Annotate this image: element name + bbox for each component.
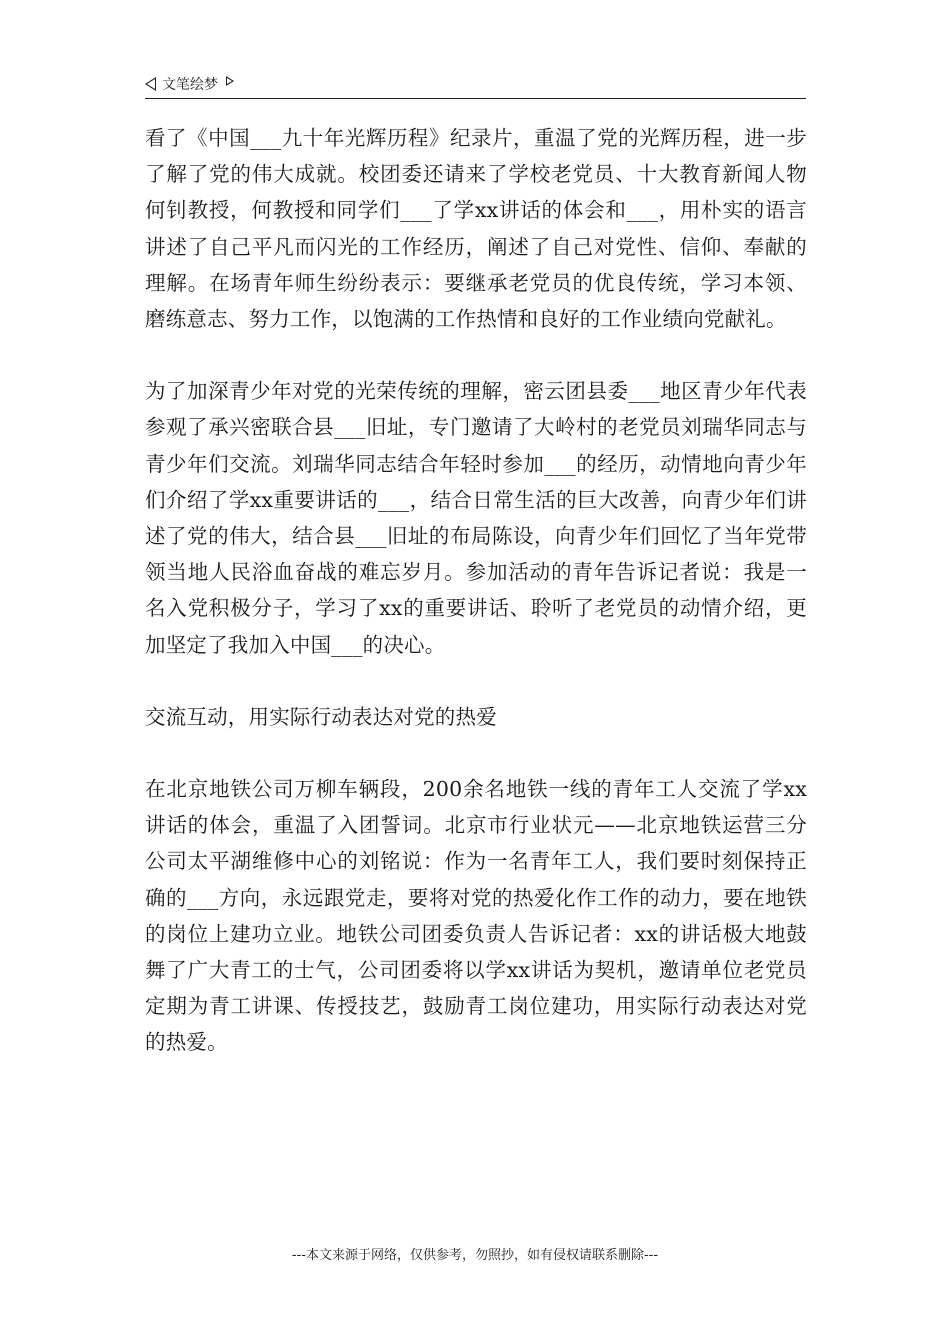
footer-notice: ---本文来源于网络，仅供参考，勿照抄，如有侵权请联系删除--- xyxy=(291,1248,659,1263)
paragraph-3: 在北京地铁公司万柳车辆段，200余名地铁一线的青年工人交流了学xx讲话的体会，重温了入团誓词。北京市行业状元——北京地铁运营三分公司太平湖维修中心的刘铭说：作为一名青年工人，我们要时刻保持正确的___方向，永远跟党走，要将对党的热爱化作工作的动力，要在地铁的岗位上建功立业。地铁公司团委负责人告诉记者：xx的讲话极大地鼓舞了广大青工的士气，公司团委将以学xx讲话为契机，邀请单位老党员定期为青工讲课、传授技艺，鼓励青工岗位建功，用实际行动表达对党的热爱。 xyxy=(145,777,807,1055)
triangle-left-icon xyxy=(145,77,156,91)
paragraph-2: 为了加深青少年对党的光荣传统的理解，密云团县委___地区青少年代表参观了承兴密联合县___旧址，专门邀请了大岭村的老党员刘瑞华同志与青少年们交流。刘瑞华同志结合年轻时参加___的经历，动情地向青少年们介绍了学xx重要讲话的___，结合日常生活的巨大改善，向青少年们讲述了党的伟大，结合县___旧址的布局陈设，向青少年们回忆了当年党带领当地人民浴血奋战的难忘岁月。参加活动的青年告诉记者说：我是一名入党积极分子，学习了xx的重要讲话、聆听了老党员的动情介绍，更加坚定了我加入中国___的决心。 xyxy=(145,379,807,657)
document-body xyxy=(145,120,807,1061)
paragraph-1: 看了《中国___九十年光辉历程》纪录片，重温了党的光辉历程，进一步了解了党的伟大成就。校团委还请来了学校老党员、十大教育新闻人物何钊教授，何教授和同学们___了学xx讲话的体会和___，用朴实的语言讲述了自己平凡而闪光的工作经历，阐述了自己对党性、信仰、奉献的理解。在场青年师生纷纷表示：要继承老党员的优良传统，学习本领、磨练意志、努力工作，以饱满的工作热情和良好的工作业绩向党献礼。 xyxy=(145,126,807,332)
triangle-right-icon xyxy=(226,76,234,86)
page-header xyxy=(145,70,806,99)
header-title: 文笔绘梦 xyxy=(162,77,218,93)
section-heading: 交流互动，用实际行动表达对党的热爱 xyxy=(145,704,497,729)
